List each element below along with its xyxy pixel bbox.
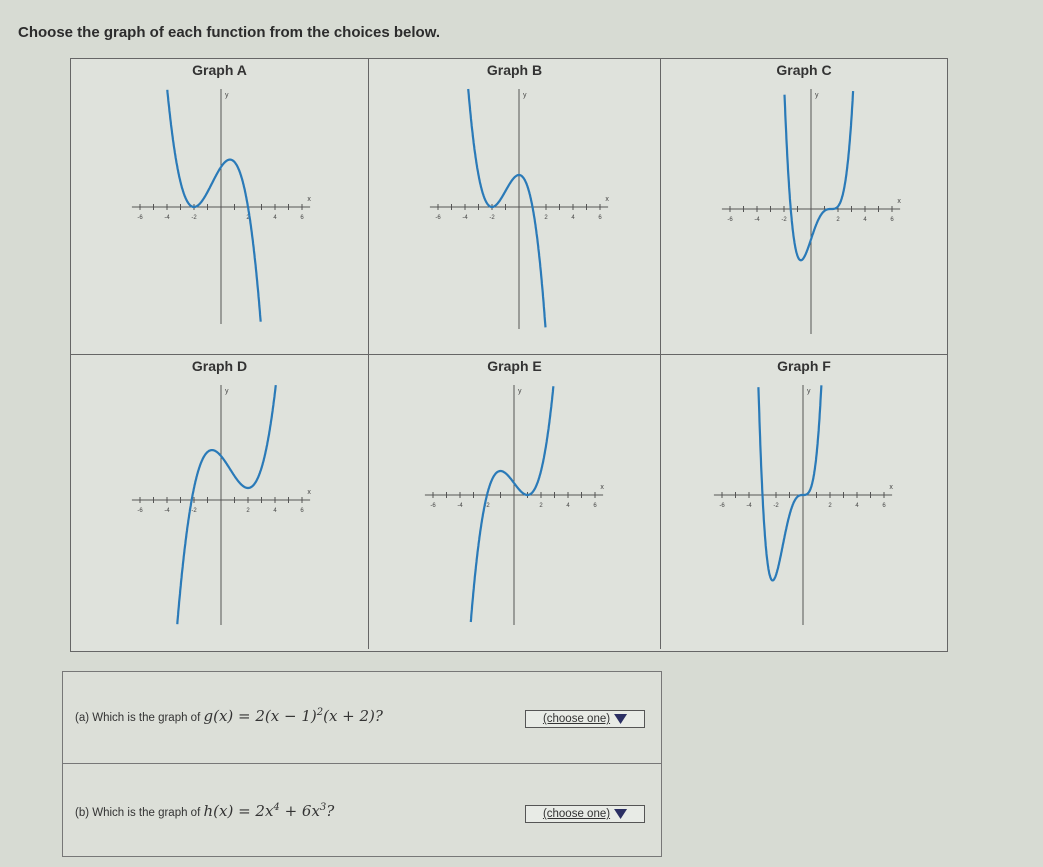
x-tick-label: 4	[571, 215, 575, 221]
x-tick-label: 4	[863, 217, 867, 223]
graph-a-title: Graph A	[192, 62, 247, 78]
function-curve	[785, 91, 854, 260]
graph-c-option[interactable]	[661, 59, 947, 355]
x-tick-label: -4	[457, 503, 463, 509]
x-axis-label: x	[897, 198, 901, 205]
graph-choices-grid	[70, 58, 948, 652]
question-a-function: $g(x) = 2(x - 1)^2(x + 2)$?	[203, 707, 383, 725]
x-tick-label: 4	[273, 215, 277, 221]
y-axis-label: y	[225, 388, 229, 395]
x-tick-label: -4	[462, 215, 468, 221]
y-axis-label: y	[225, 92, 229, 99]
question-b-select[interactable]	[525, 805, 645, 823]
graph-f-title: Graph F	[777, 358, 831, 374]
graph-c-title: Graph C	[776, 62, 832, 78]
x-tick-label: -6	[137, 215, 143, 221]
x-tick-label: 2	[828, 503, 832, 509]
x-tick-label: 4	[566, 503, 570, 509]
graph-plot	[369, 59, 661, 355]
graph-b-option[interactable]	[369, 59, 661, 355]
graph-d-option[interactable]	[71, 355, 369, 649]
function-curve	[758, 385, 821, 580]
question-b-function: $h(x) = 2x^4 + 6x^3$?	[203, 802, 335, 820]
x-axis-label: x	[605, 196, 609, 203]
graph-e-title: Graph E	[487, 358, 542, 374]
x-axis-label: x	[889, 484, 893, 491]
x-tick-label: 6	[300, 508, 304, 514]
x-tick-label: -4	[746, 503, 752, 509]
function-curve	[468, 89, 545, 327]
x-tick-label: 2	[836, 217, 840, 223]
x-tick-label: -6	[435, 215, 441, 221]
question-b-select-value: (choose one)	[542, 808, 611, 820]
y-axis-label: y	[523, 92, 527, 99]
graph-b-title: Graph B	[486, 62, 543, 78]
x-tick-label: 2	[544, 215, 548, 221]
x-tick-label: 6	[598, 215, 602, 221]
y-axis-label: y	[807, 388, 811, 395]
x-axis-label: x	[307, 196, 311, 203]
questions-panel	[62, 671, 662, 857]
graph-plot	[71, 59, 369, 355]
x-tick-label: 6	[882, 503, 886, 509]
function-curve	[177, 385, 275, 624]
graph-plot	[661, 59, 947, 355]
x-tick-label: -2	[191, 215, 197, 221]
x-tick-label: 2	[539, 503, 543, 509]
y-axis-label: y	[815, 92, 819, 99]
graph-f-option[interactable]	[661, 355, 947, 649]
graph-plot	[71, 355, 369, 649]
graph-plot	[661, 355, 947, 649]
graph-plot	[369, 355, 661, 649]
chevron-down-icon	[614, 714, 627, 724]
x-tick-label: -4	[164, 508, 170, 514]
question-a-select-value: (choose one)	[542, 713, 611, 725]
x-tick-label: -2	[489, 215, 495, 221]
x-tick-label: 6	[890, 217, 894, 223]
x-tick-label: -6	[719, 503, 725, 509]
graph-d-title: Graph D	[191, 358, 248, 374]
instructions: Choose the graph of each function from the choices below.	[18, 24, 440, 41]
graph-e-option[interactable]	[369, 355, 661, 649]
x-tick-label: -6	[727, 217, 733, 223]
x-tick-label: -4	[754, 217, 760, 223]
question-b	[63, 764, 661, 856]
graph-a-option[interactable]	[71, 59, 369, 355]
x-tick-label: 2	[246, 508, 250, 514]
x-tick-label: -2	[773, 503, 779, 509]
x-tick-label: 4	[273, 508, 277, 514]
x-axis-label: x	[307, 489, 311, 496]
x-tick-label: -2	[191, 508, 197, 514]
chevron-down-icon	[614, 809, 627, 819]
question-a	[63, 672, 661, 763]
x-tick-label: -2	[484, 503, 490, 509]
x-tick-label: -6	[430, 503, 436, 509]
question-a-label: (a) Which is the graph of	[75, 712, 201, 724]
x-tick-label: 6	[300, 215, 304, 221]
y-axis-label: y	[518, 388, 522, 395]
x-tick-label: 6	[593, 503, 597, 509]
x-tick-label: -6	[137, 508, 143, 514]
function-curve	[167, 90, 260, 322]
x-tick-label: 4	[855, 503, 859, 509]
x-tick-label: -2	[781, 217, 787, 223]
question-a-select[interactable]	[525, 710, 645, 728]
question-b-label: (b) Which is the graph of	[75, 807, 201, 819]
x-axis-label: x	[600, 484, 604, 491]
x-tick-label: 2	[246, 215, 250, 221]
x-tick-label: -4	[164, 215, 170, 221]
